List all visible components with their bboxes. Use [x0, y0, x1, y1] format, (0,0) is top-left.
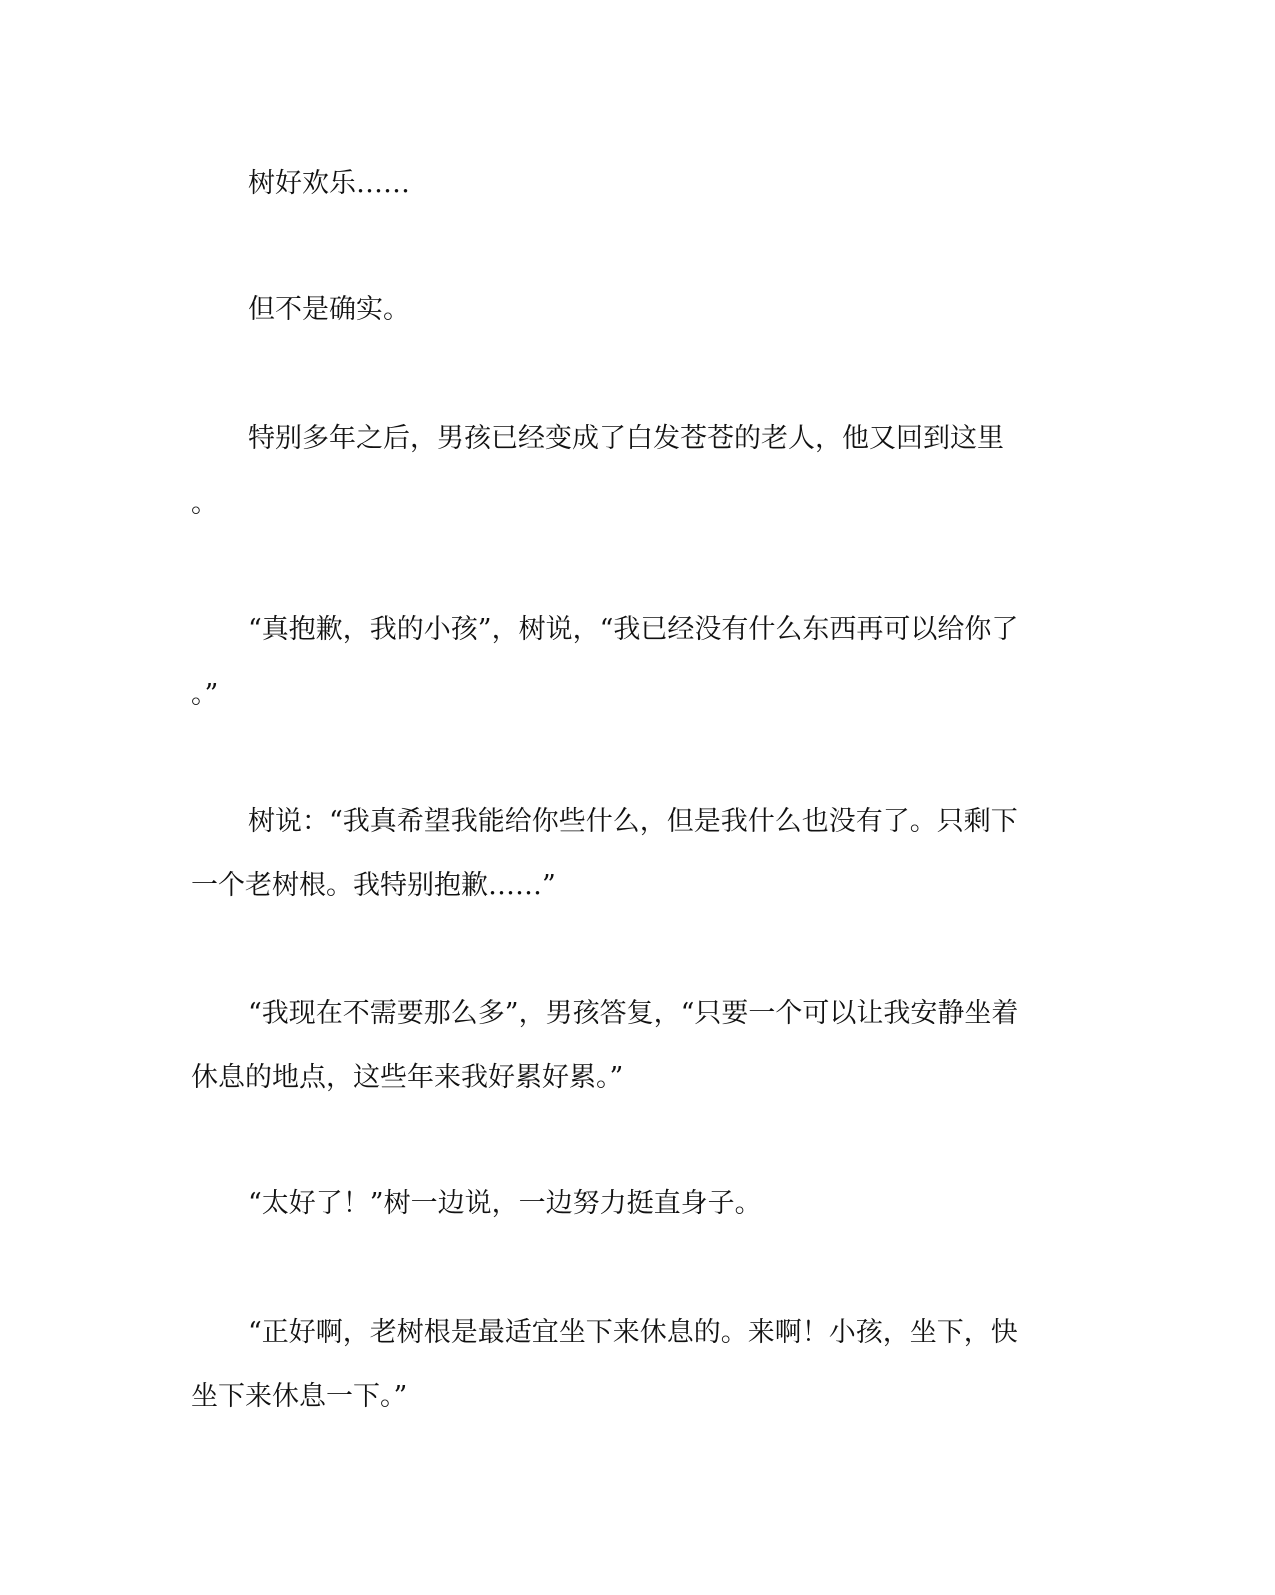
text-line: “太好了！”树一边说，一边努力挺直身子。 — [248, 1188, 762, 1219]
text-line: 树好欢乐…… — [248, 168, 410, 199]
text-line: 休息的地点，这些年来我好累好累。” — [191, 1062, 624, 1093]
text-line: 。” — [191, 679, 219, 710]
text-line: 坐下来休息一下。” — [191, 1381, 408, 1412]
text-line: “真抱歉，我的小孩”，树说，“我已经没有什么东西再可以给你了 — [248, 614, 1019, 645]
text-line: 特别多年之后，男孩已经变成了白发苍苍的老人，他又回到这里 — [248, 423, 1004, 454]
text-line: “我现在不需要那么多”，男孩答复，“只要一个可以让我安静坐着 — [248, 998, 1019, 1029]
text-line: 。 — [191, 488, 218, 519]
text-line: 但不是确实。 — [248, 294, 410, 325]
text-line: 树说：“我真希望我能给你些什么，但是我什么也没有了。只剩下 — [248, 806, 1018, 837]
text-line: “正好啊，老树根是最适宜坐下来休息的。来啊！小孩，坐下，快 — [248, 1317, 1018, 1348]
text-line: 一个老树根。我特别抱歉……” — [191, 870, 556, 901]
